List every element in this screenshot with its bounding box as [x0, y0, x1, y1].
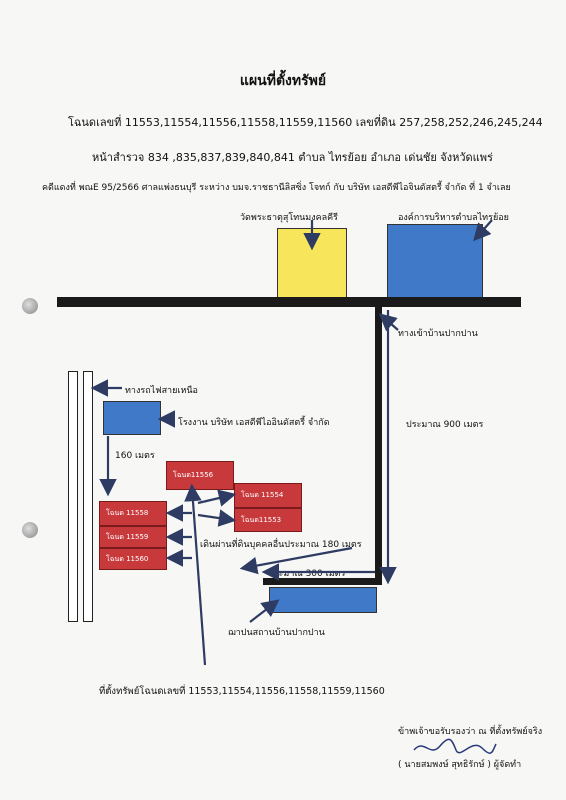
- case-line: คดีแดงที่ พณE 95/2566 ศาลแพ่งธนบุรี ระหว่าง บมจ.ราชธานีลิสซิ่ง โจทก์ กับ บริษัท เอสดีพีไอจินดัสตรี้ จำกัด ที่ 1 จำเลย: [42, 183, 511, 193]
- lot-11558: โฉนด 11558: [99, 501, 167, 526]
- arrow-lot-11554: [198, 495, 232, 503]
- property-caption: ที่ตั้งทรัพย์โฉนดเลขที่ 11553,11554,11556,11558,11559,11560: [99, 686, 385, 697]
- sao-label: องค์การบริหารตำบลไทรย้อย: [398, 213, 509, 223]
- walk-through-label: เดินผ่านที่ดินบุคคลอื่นประมาณ 180 เมตร: [200, 540, 362, 550]
- distance-300-label: ประมาณ 300 เมตร: [268, 569, 346, 579]
- distance-900-label: ประมาณ 900 เมตร: [406, 420, 484, 430]
- deed-numbers-line: โฉนดเลขที่ 11553,11554,11556,11558,11559,11560 เลขที่ดิน 257,258,252,246,245,244: [68, 116, 543, 129]
- arrow-sao: [476, 220, 492, 238]
- signer-name: ( นายสมพงษ์ สุทธิรักษ์ ) ผู้จัดทำ: [398, 760, 522, 770]
- lot-11554: โฉนด 11554: [234, 483, 302, 508]
- map-title: แผนที่ตั้งทรัพย์: [239, 73, 327, 89]
- distance-160-label: 160 เมตร: [115, 451, 155, 461]
- lot-11559: โฉนด 11559: [99, 526, 167, 548]
- factory-label: โรงงาน บริษัท เอสดีพีไออินดัสตรี้ จำกัด: [178, 418, 330, 428]
- railway-label: ทางรถไฟสายเหนือ: [125, 386, 198, 396]
- arrow-entrance: [382, 316, 398, 330]
- arrow-lot-11553: [198, 515, 232, 520]
- lot-11553: โฉนด11553: [234, 508, 302, 532]
- lot-11560: โฉนด 11560: [99, 548, 167, 570]
- lot-11556: โฉนด11556: [166, 461, 234, 490]
- signature-scribble: [412, 736, 498, 758]
- crematorium-label: ฌาปนสถานบ้านปากปาน: [228, 628, 325, 638]
- arrow-crematorium: [250, 602, 276, 622]
- arrow-walk: [244, 548, 352, 568]
- temple-label: วัดพระธาตุสุโทนมงคลคีรี: [240, 213, 339, 223]
- certify-text: ข้าพเจ้าขอรับรองว่า ณ ที่ตั้งทรัพย์จริง: [398, 727, 543, 737]
- survey-location-line: หน้าสำรวจ 834 ,835,837,839,840,841 ตำบล ไทรย้อย อำเภอ เด่นชัย จังหวัดแพร่: [92, 151, 493, 164]
- entrance-label: ทางเข้าบ้านปากปาน: [398, 329, 478, 339]
